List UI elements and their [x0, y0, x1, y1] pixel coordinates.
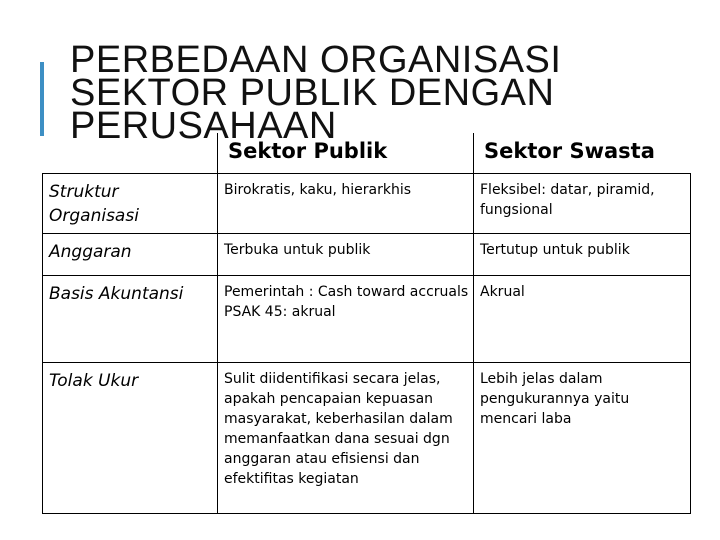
table-row: [43, 174, 691, 234]
row-publik-cell: Sulit diidentifikasi secara jelas, apakah pencapaian kepuasan masyarakat, keberhasilan dalam memanfaatkan dana sesuai dgn anggaran atau efisiensi dan efektifitas kegiatan: [218, 363, 474, 514]
row-aspect-label: Anggaran: [43, 234, 218, 276]
table-row: [43, 363, 691, 514]
comparison-table: [42, 133, 691, 514]
slide-title-line-3: PERUSAHAAN: [70, 105, 337, 147]
row-swasta-cell: Akrual: [474, 276, 691, 363]
slide-title: [70, 39, 562, 147]
row-publik-cell: Terbuka untuk publik: [218, 234, 474, 276]
title-accent-bar: [40, 62, 44, 136]
table-row: [43, 234, 691, 276]
row-aspect-label: Basis Akuntansi: [43, 276, 218, 363]
row-swasta-cell: Lebih jelas dalam pengukurannya yaitu mencari laba: [474, 363, 691, 514]
slide-title-line-1: PERBEDAAN ORGANISASI: [70, 39, 562, 81]
header-sektor-swasta: Sektor Swasta: [474, 133, 691, 174]
slide-title-line-2: SEKTOR PUBLIK DENGAN: [70, 72, 555, 114]
row-swasta-cell: Fleksibel: datar, piramid, fungsional: [474, 174, 691, 234]
row-swasta-cell: Tertutup untuk publik: [474, 234, 691, 276]
table-header-row: [43, 133, 691, 174]
row-publik-cell: Pemerintah : Cash toward accruals PSAK 45: akrual: [218, 276, 474, 363]
table-row: [43, 276, 691, 363]
header-aspect: [43, 133, 218, 174]
header-sektor-publik: Sektor Publik: [218, 133, 474, 174]
row-aspect-label: Tolak Ukur: [43, 363, 218, 514]
row-aspect-label: Struktur Organisasi: [43, 174, 218, 234]
row-publik-cell: Birokratis, kaku, hierarkhis: [218, 174, 474, 234]
